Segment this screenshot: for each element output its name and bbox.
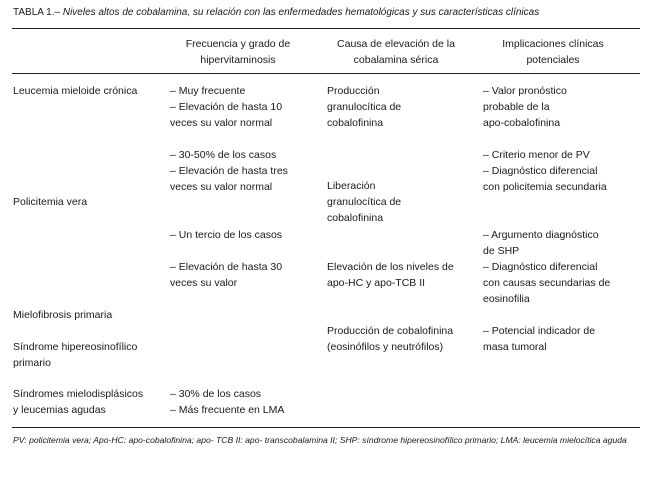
table-caption-text: Niveles altos de cobalamina, su relación con las enfermedades hematológicas y sus características clínicas [60, 7, 540, 18]
cell-line: granulocítica de [327, 196, 402, 208]
disease-cell [13, 83, 137, 99]
bottom-rule [12, 427, 640, 428]
cell-line: Leucemia mieloide crónica [13, 85, 138, 97]
header-implications-line: Implicaciones clínicas [502, 38, 604, 50]
top-rule [12, 28, 640, 29]
header-frequency [165, 36, 311, 68]
cell-line: veces su valor normal [170, 117, 273, 129]
cell-line: – Más frecuente en LMA [170, 404, 285, 416]
frequency-cell [170, 83, 282, 131]
implications-cell [483, 259, 610, 307]
cell-line: cobalofinina [327, 117, 384, 129]
frequency-cell [170, 259, 282, 291]
table-caption [13, 6, 643, 20]
cell-line: Liberación [327, 180, 376, 192]
cell-line: con causas secundarias de [483, 277, 611, 289]
cell-line: primario [13, 357, 51, 369]
cause-cell [327, 178, 401, 226]
header-implications-line: potenciales [526, 54, 580, 66]
table-footnote: PV: policitemia vera; Apo-HC: apo-cobalofinina; apo- TCB II: apo- transcobalamina II; SHP: síndrome hipereosinofílico primario; LMA: leucemia mielocítica aguda [13, 435, 627, 445]
cell-line: apo-HC y apo-TCB II [327, 277, 426, 289]
cell-line: Síndromes mielodisplásicos [13, 388, 144, 400]
cell-line: – 30% de los casos [170, 388, 262, 400]
cell-line: – Valor pronóstico [483, 85, 567, 97]
cause-cell [327, 259, 454, 291]
cell-line: – Elevación de hasta tres [170, 165, 288, 177]
cell-line: Producción de cobalofinina [327, 325, 454, 337]
header-implications [480, 36, 626, 68]
header-frequency-line: hipervitaminosis [200, 54, 276, 66]
header-cause-line: Causa de elevación de la [337, 38, 455, 50]
cell-line: Policitemia vera [13, 196, 88, 208]
cell-line: – Diagnóstico diferencial [483, 261, 598, 273]
cell-line: probable de la [483, 101, 550, 113]
header-cause [318, 36, 474, 68]
implications-cell [483, 147, 607, 195]
cell-line: – Un tercio de los casos [170, 229, 283, 241]
cell-line: con policitemia secundaria [483, 181, 607, 193]
cell-line: Elevación de los niveles de [327, 261, 454, 273]
cell-line: y leucemias agudas [13, 404, 106, 416]
cell-line: – Potencial indicador de [483, 325, 596, 337]
frequency-cell [170, 227, 282, 243]
cell-line: – Diagnóstico diferencial [483, 165, 598, 177]
table-caption-label: TABLA 1.– [13, 7, 61, 18]
cell-line: cobalofinina [327, 212, 384, 224]
header-frequency-line: Frecuencia y grado de [185, 38, 291, 50]
cell-line: Síndrome hipereosinofílico [13, 341, 138, 353]
cause-cell [327, 323, 453, 355]
cell-line: – Elevación de hasta 30 [170, 261, 283, 273]
cell-line: eosinofilia [483, 293, 530, 305]
cell-line: – Criterio menor de PV [483, 149, 590, 161]
cell-line: veces su valor normal [170, 181, 273, 193]
disease-cell [13, 386, 143, 418]
cell-line: – Muy frecuente [170, 85, 246, 97]
disease-cell [13, 194, 87, 210]
disease-cell [13, 339, 137, 371]
cell-line: masa tumoral [483, 341, 547, 353]
implications-cell [483, 323, 595, 355]
cell-line: granulocítica de [327, 101, 402, 113]
implications-cell [483, 227, 599, 259]
frequency-cell [170, 147, 288, 195]
cell-line: veces su valor [170, 277, 238, 289]
cell-line: – Argumento diagnóstico [483, 229, 599, 241]
cell-line: – Elevación de hasta 10 [170, 101, 283, 113]
cell-line: (eosinófilos y neutrófilos) [327, 341, 444, 353]
cell-line: de SHP [483, 245, 520, 257]
cell-line: – 30-50% de los casos [170, 149, 277, 161]
implications-cell [483, 83, 567, 131]
cell-line: Producción [327, 85, 380, 97]
header-rule [12, 73, 640, 74]
cell-line: Mielofibrosis primaria [13, 309, 113, 321]
disease-cell [13, 307, 112, 323]
cell-line: apo-cobalofinina [483, 117, 561, 129]
frequency-cell [170, 386, 284, 418]
cause-cell [327, 83, 401, 131]
header-cause-line: cobalamina sérica [353, 54, 439, 66]
